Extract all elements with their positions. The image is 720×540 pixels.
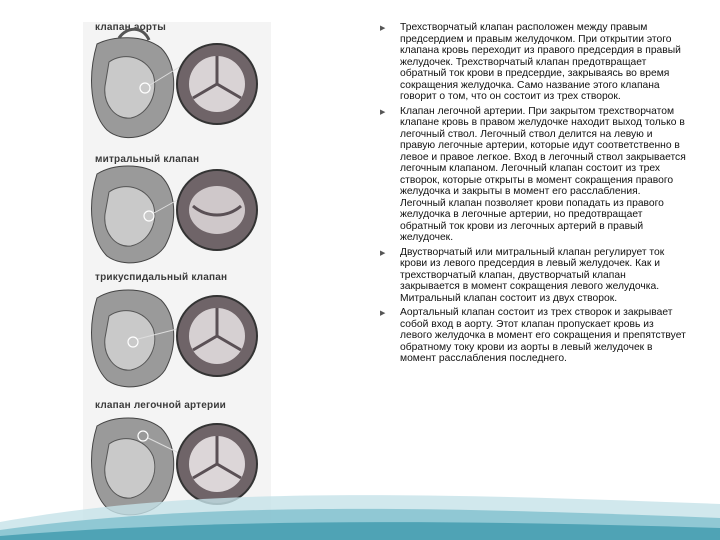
panel-label: клапан аорты: [95, 22, 166, 33]
list-item: [380, 22, 688, 103]
bullet-text: Двустворчатый или митральный клапан регулирует ток крови из левого предсердия в левый желудочек. Как и трехстворчатый клапан, двустворчатый клапан закрывается в момент сокращения левого желудочка. Митральный клапан состоит из двух створок.: [400, 246, 665, 304]
bullet-arrow-icon: ▶: [380, 249, 386, 257]
panel-mitral-valve: [83, 146, 271, 270]
panel-label: митральный клапан: [95, 154, 200, 165]
bullet-text: Аортальный клапан состоит из трех створок и закрывает собой вход в аорту. Этот клапан пропускает кровь из левого желудочка в момент его сокращения и препятствует обратному току крови из аорты в левый желудочек в момент расслабления последнего.: [400, 307, 686, 364]
bullet-text: Клапан легочной артерии. При закрытом трехстворчатом клапане кровь в правом желудочке находит выход только в легочный ствол. Легочный ствол делится на левую и правую легочные артерии, которые идут соответственно в левое и правое легкое. Вход в легочный ствол закрывается легочным клапаном. Легочный клапан состоит из трех створок, которые открыты в момент сокращения правого желудочка и закрыты в момент его расслабления. Легочный клапан позволяет крови попадать из правого желудочка в легочные артерии, но предотвращает обратный ток крови из легочных артерий в правый желудочек.: [400, 105, 686, 243]
heart-valves-illustration: [83, 22, 271, 520]
aortic-valve-drawing: [83, 22, 271, 146]
list-item: [380, 247, 688, 305]
list-item: [380, 106, 688, 244]
mitral-valve-drawing: [83, 146, 271, 270]
bullet-arrow-icon: ▶: [380, 310, 386, 317]
bottom-wave-decoration: [0, 460, 720, 540]
panel-label: трикуспидальный клапан: [95, 272, 228, 283]
tricuspid-valve-drawing: [83, 270, 271, 394]
bullet-text: Трехстворчатый клапан расположен между правым предсердием и правым желудочком. При открытии этого клапана кровь переходит из правого предсердия в правый желудочек. Трехстворчатый клапан предотвращает обратный ток крови в предсердие, закрываясь во время сокращения желудочка. Само название этого клапана говорит о том, что он состоит из трех створок.: [400, 22, 681, 102]
list-item: [380, 307, 688, 365]
valve-descriptions-list: [380, 22, 688, 368]
panel-tricuspid-valve: [83, 270, 271, 394]
bullet-arrow-icon: ▶: [380, 108, 386, 116]
panel-label: клапан легочной артерии: [95, 400, 227, 411]
panel-aortic-valve: [83, 22, 271, 146]
bullet-arrow-icon: ▶: [380, 25, 386, 32]
